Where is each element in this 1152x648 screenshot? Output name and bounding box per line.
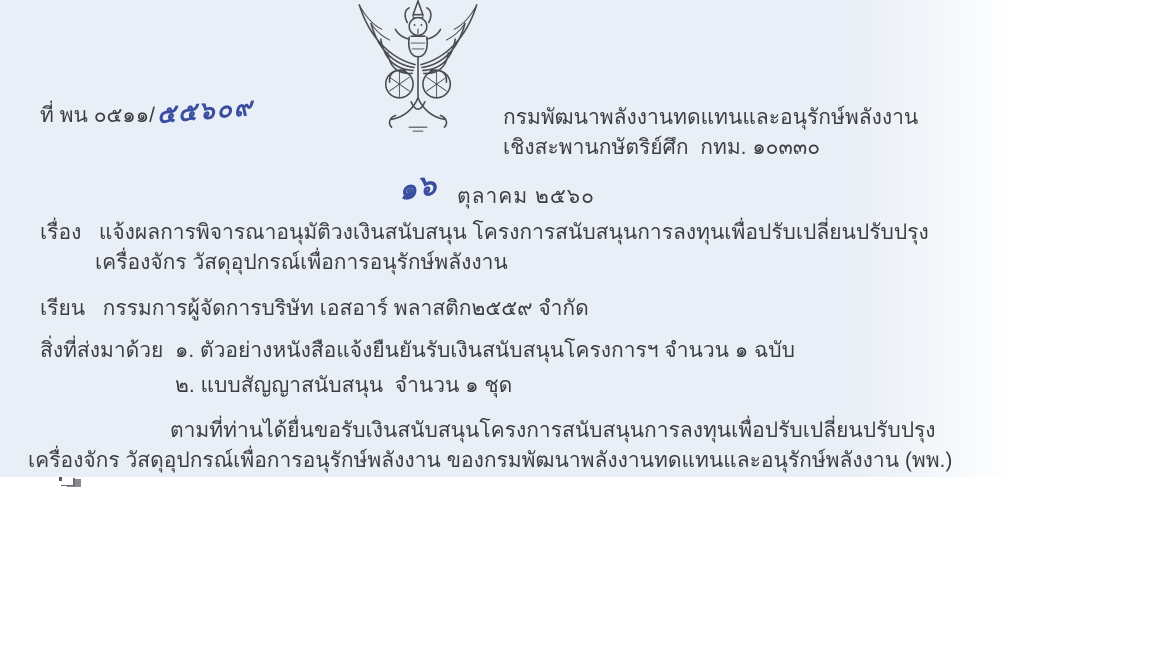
cutoff-text-fragment — [59, 477, 73, 485]
attachment-item-2: ๒. แบบสัญญาสนับสนุน จำนวน ๑ ชุด — [175, 374, 513, 397]
attachment-item-1: ๑. ตัวอย่างหนังสือแจ้งยืนยันรับเงินสนับสนุนโครงการฯ จำนวน ๑ ฉบับ — [175, 339, 795, 362]
reference-number-handwritten: ๕๕๖๐๙ — [155, 92, 255, 130]
body-line-2: เครื่องจักร วัสดุอุปกรณ์เพื่อการอนุรักษ์พลังงาน ของกรมพัฒนาพลังงานทดแทนและอนุรักษ์พลังงาน (พพ.) — [28, 449, 953, 472]
agency-address: เชิงสะพานกษัตริย์ศึก กทม. ๑๐๓๓๐ — [503, 136, 821, 159]
reference-number-line — [40, 92, 255, 130]
date-printed: ตุลาคม ๒๕๖๐ — [457, 185, 595, 208]
reference-number-printed: ที่ พน ๐๕๑๑/ — [40, 104, 155, 127]
attachments-line-1 — [40, 337, 795, 365]
agency-name: กรมพัฒนาพลังงานทดแทนและอนุรักษ์พลังงาน — [503, 106, 919, 129]
garuda-emblem-icon — [344, 0, 492, 137]
attachments-label: สิ่งที่ส่งมาด้วย — [40, 339, 164, 362]
body-line-1: ตามที่ท่านได้ยื่นขอรับเงินสนับสนุนโครงการสนับสนุนการลงทุนเพื่อปรับเปลี่ยนปรับปรุง — [170, 419, 936, 442]
date-day-handwritten: ๑๖ — [395, 168, 440, 208]
subject-line-1: เรื่อง แจ้งผลการพิจารณาอนุมัติวงเงินสนับสนุน โครงการสนับสนุนการลงทุนเพื่อปรับเปลี่ยนปรับปรุง — [40, 221, 929, 244]
subject-line-2: เครื่องจักร วัสดุอุปกรณ์เพื่อการอนุรักษ์พลังงาน — [95, 251, 508, 274]
recipient-line: เรียน กรรมการผู้จัดการบริษัท เอสอาร์ พลาสติก๒๕๕๙ จำกัด — [40, 297, 589, 320]
